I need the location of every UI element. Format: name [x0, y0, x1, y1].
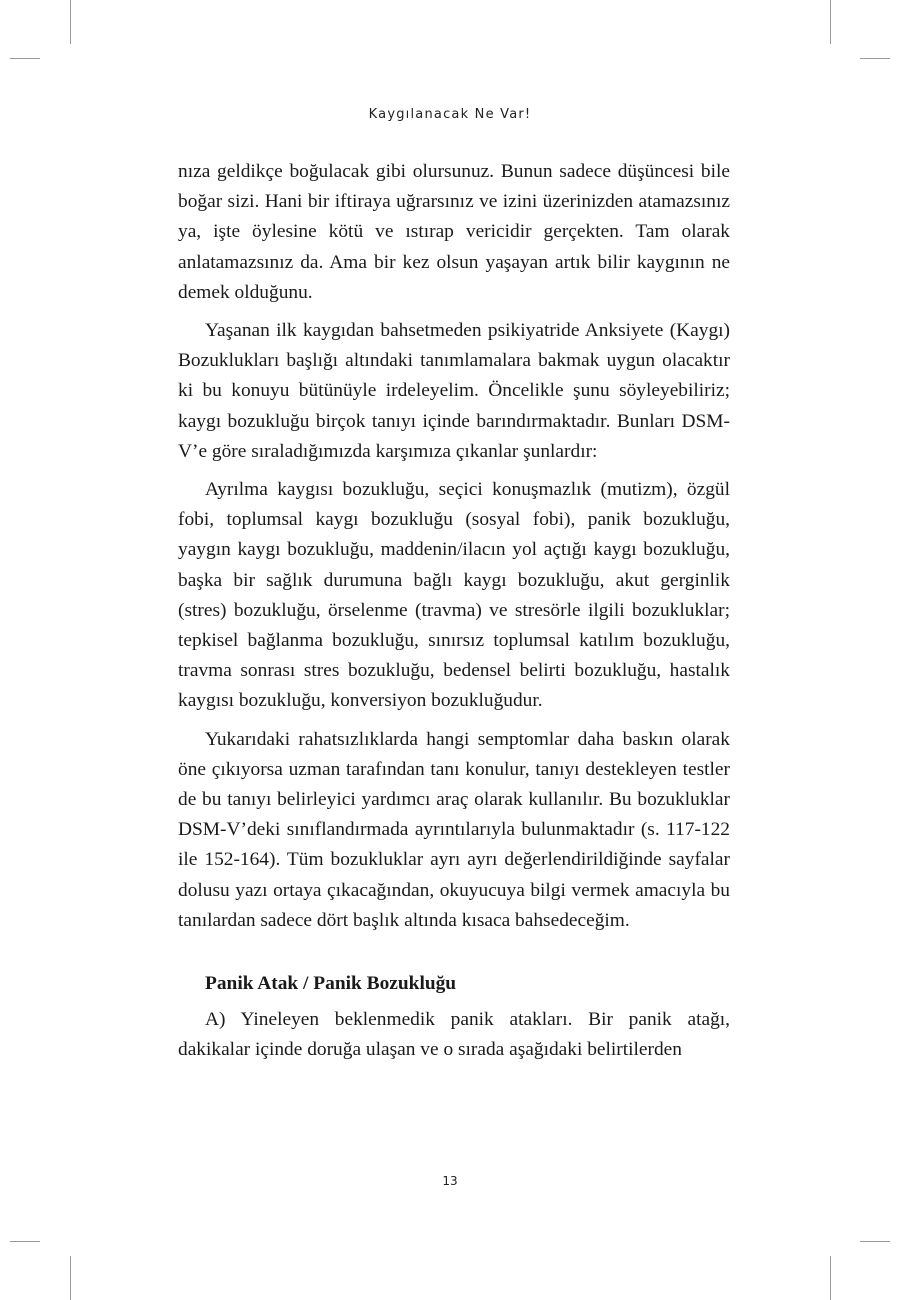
crop-mark: [830, 1256, 831, 1300]
crop-mark: [860, 1241, 890, 1242]
crop-mark: [10, 1241, 40, 1242]
paragraph: Yaşanan ilk kaygıdan bahsetmeden psikiyatride Anksiyete (Kaygı) Bozuklukları başlığı altındaki tanımlamalara bakmak uygun olacaktır ki bu konuyu bütünüyle irdeleyelim. Öncelikle şunu söyleyebiliriz; kaygı bozukluğu birçok tanıyı içinde barındırmaktadır. Bunları DSM-V’e göre sıraladığımızda karşımıza çıkanlar şunlardır:: [178, 320, 730, 462]
crop-mark: [70, 1256, 71, 1300]
paragraph: Yukarıdaki rahatsızlıklarda hangi semptomlar daha baskın olarak öne çıkıyorsa uzman tarafından tanı konulur, tanıyı destekleyen testler de bu tanıyı belirleyici yardımcı araç olarak kullanılır. Bu bozukluklar DSM-V’deki sınıflandırmada ayrıntılarıyla bulunmaktadır (s. 117-122 ile 152-164). Tüm bozukluklar ayrı ayrı değerlendirildiğinde sayfalar dolusu yazı ortaya çıkacağından, okuyucuya bilgi vermek amacıyla bu tanılardan sadece dört başlık altında kısaca bahsedeceğim.: [178, 728, 730, 931]
paragraph: nıza geldikçe boğulacak gibi olursunuz. Bunun sadece düşüncesi bile boğar sizi. Hani bir iftiraya uğrarsınız ve izini üzerinizden atamazsınız ya, işte öylesine kötü ve ıstırap vericidir gerçekten. Tam olarak anlatamazsınız da. Ama bir kez olsun yaşayan artık bilir kaygının ne demek olduğunu.: [178, 161, 730, 303]
section-heading: Panik Atak / Panik Bozukluğu: [205, 973, 457, 995]
crop-mark: [860, 58, 890, 59]
body-text: [178, 157, 730, 1066]
page-number: 13: [442, 1174, 458, 1188]
crop-mark: [70, 0, 71, 44]
crop-mark: [830, 0, 831, 44]
paragraph: A) Yineleyen beklenmedik panik atakları. Bir panik atağı, dakikalar içinde doruğa ulaşan ve o sırada aşağıdaki belirtilerden: [178, 1009, 730, 1061]
running-head: Kaygılanacak Ne Var!: [368, 107, 532, 122]
paragraph: Ayrılma kaygısı bozukluğu, seçici konuşmazlık (mutizm), özgül fobi, toplumsal kaygı bozukluğu (sosyal fobi), panik bozukluğu, yaygın kaygı bozukluğu, maddenin/ilacın yol açtığı kaygı bozukluğu, başka bir sağlık durumuna bağlı kaygı bozukluğu, akut gerginlik (stres) bozukluğu, örselenme (travma) ve stresörle ilgili bozukluklar; tepkisel bağlanma bozukluğu, sınırsız toplumsal katılım bozukluğu, travma sonrası stres bozukluğu, bedensel belirti bozukluğu, hastalık kaygısı bozukluğu, konversiyon bozukluğudur.: [178, 479, 730, 712]
crop-mark: [10, 58, 40, 59]
